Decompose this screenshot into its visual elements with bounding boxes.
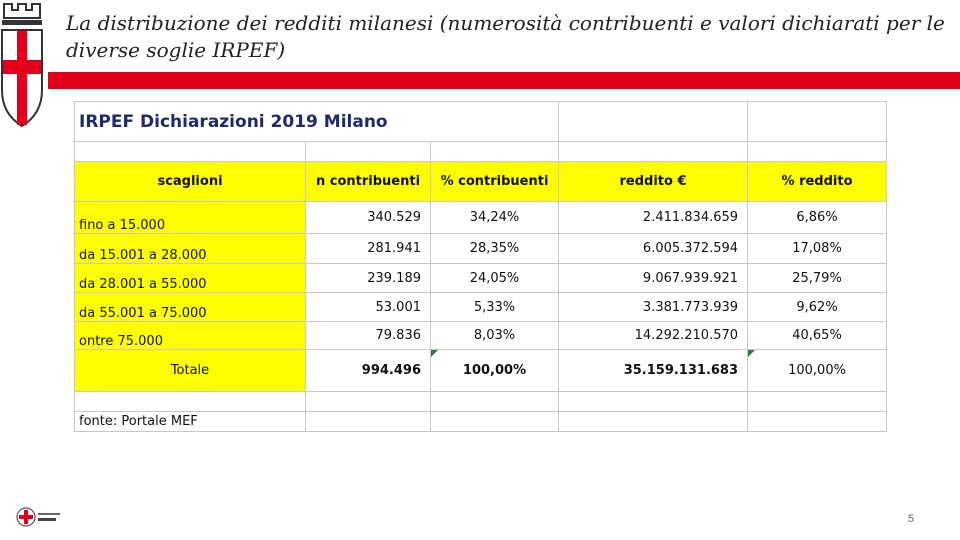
table-row [75, 264, 887, 293]
row-label: da 15.001 a 28.000 [75, 234, 306, 264]
col-header-n-contribuenti: n contribuenti [306, 162, 431, 202]
cell-reddito: 3.381.773.939 [559, 293, 748, 322]
cell-pct-reddito: 9,62% [748, 293, 887, 322]
cell-n: 281.941 [306, 234, 431, 264]
cell-pct-n: 34,24% [431, 202, 559, 234]
cell-reddito: 14.292.210.570 [559, 322, 748, 350]
empty-cell [559, 102, 748, 142]
row-label: ontre 75.000 [75, 322, 306, 350]
cell-reddito: 6.005.372.594 [559, 234, 748, 264]
page-title: La distribuzione dei redditi milanesi (numerosità contribuenti e valori dichiarati per le diverse soglie IRPEF) [66, 11, 945, 62]
cell-pct-n: 8,03% [431, 322, 559, 350]
spacer-row [75, 142, 887, 162]
cell-pct-reddito: 6,86% [748, 202, 887, 234]
header-red-band [0, 72, 960, 89]
source-row [75, 412, 887, 432]
total-n: 994.496 [306, 350, 431, 392]
table-caption: IRPEF Dichiarazioni 2019 Milano [75, 102, 559, 142]
col-header-pct-contribuenti: % contribuenti [431, 162, 559, 202]
table-row [75, 322, 887, 350]
cell-reddito: 2.411.834.659 [559, 202, 748, 234]
page-number: 5 [907, 513, 914, 525]
cell-pct-n: 28,35% [431, 234, 559, 264]
cell-n: 340.529 [306, 202, 431, 234]
cell-reddito: 9.067.939.921 [559, 264, 748, 293]
table-header-row [75, 162, 887, 202]
cell-pct-reddito: 17,08% [748, 234, 887, 264]
table-row [75, 202, 887, 234]
comune-milano-footer-logo-icon [16, 506, 64, 528]
table-row [75, 234, 887, 264]
source-note: fonte: Portale MEF [75, 412, 306, 432]
empty-cell [748, 102, 887, 142]
spacer-row [75, 392, 887, 412]
comune-milano-crest-icon [0, 0, 48, 130]
irpef-table [74, 101, 887, 432]
col-header-pct-reddito: % reddito [748, 162, 887, 202]
table-row [75, 293, 887, 322]
cell-n: 239.189 [306, 264, 431, 293]
total-pct-reddito: 100,00% [748, 350, 887, 392]
cell-pct-reddito: 40,65% [748, 322, 887, 350]
cell-n: 53.001 [306, 293, 431, 322]
col-header-reddito: reddito € [559, 162, 748, 202]
cell-pct-n: 24,05% [431, 264, 559, 293]
total-label: Totale [75, 350, 306, 392]
total-pct-n: 100,00% [431, 350, 559, 392]
cell-n: 79.836 [306, 322, 431, 350]
row-label: da 55.001 a 75.000 [75, 293, 306, 322]
row-label: fino a 15.000 [75, 202, 306, 234]
total-reddito: 35.159.131.683 [559, 350, 748, 392]
row-label: da 28.001 a 55.000 [75, 264, 306, 293]
cell-pct-reddito: 25,79% [748, 264, 887, 293]
cell-pct-n: 5,33% [431, 293, 559, 322]
table-caption-row [75, 102, 887, 142]
col-header-scaglioni: scaglioni [75, 162, 306, 202]
total-row [75, 350, 887, 392]
